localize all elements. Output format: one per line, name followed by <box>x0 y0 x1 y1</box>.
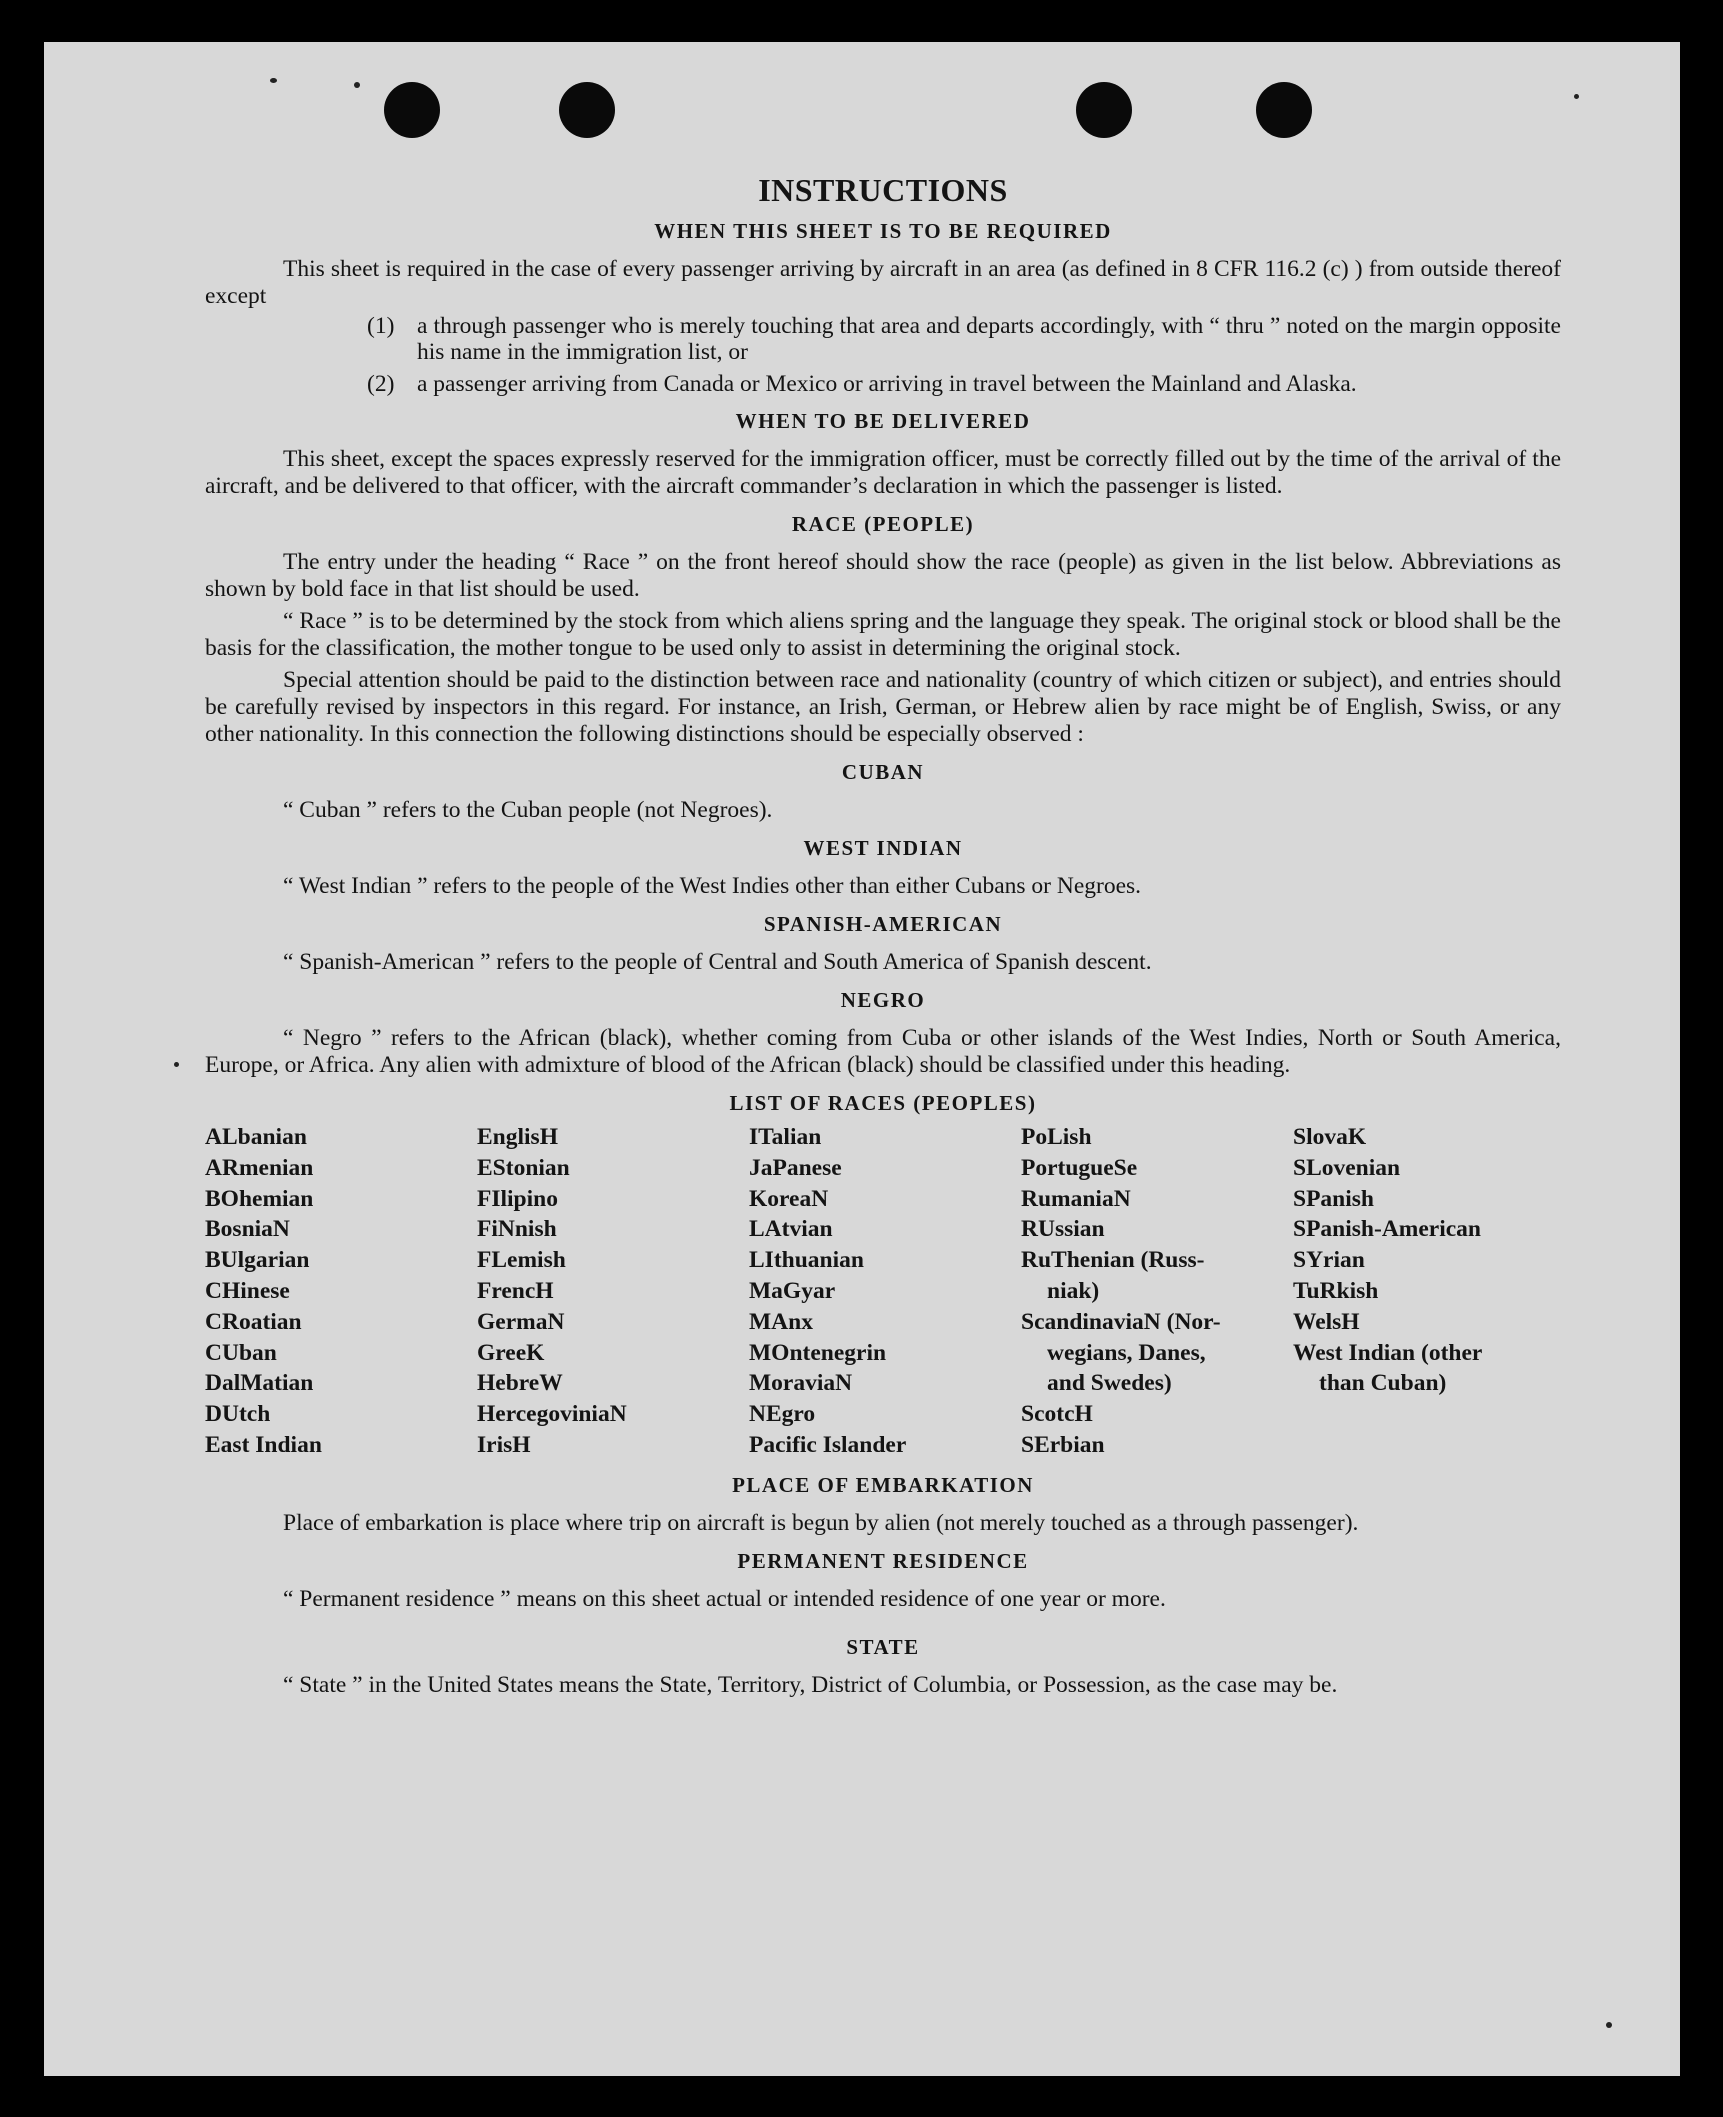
races-column-1 <box>205 1122 477 1461</box>
race-entry: LIthuanian <box>749 1247 864 1274</box>
paragraph-cuban: “ Cuban ” refers to the Cuban people (not Negroes). <box>283 797 773 823</box>
race-entry: CRoatian <box>205 1308 302 1335</box>
section-heading-residence: PERMANENT RESIDENCE <box>737 1548 1029 1573</box>
races-column-3 <box>749 1122 1021 1461</box>
paragraph-race-2: “ Race ” is to be determined by the stock from which aliens spring and the language they speak. The original stock or blood shall be the basis for the classification, the mother tongue to be used only to assist in determining the original stock. <box>205 608 1561 661</box>
section-heading-spanish-american: SPANISH-AMERICAN <box>763 912 1003 936</box>
document-page <box>44 42 1680 2076</box>
ink-speck <box>1574 94 1579 99</box>
race-entry: RumaniaN <box>1021 1185 1131 1212</box>
ink-speck <box>270 78 277 83</box>
race-entry: GreeK <box>477 1339 545 1366</box>
race-entry: MaGyar <box>749 1277 836 1304</box>
section-heading-embarkation: PLACE OF EMBARKATION <box>732 1472 1034 1497</box>
race-entry: SLovenian <box>1293 1154 1401 1181</box>
race-entry: EStonian <box>477 1154 570 1181</box>
exception-item-1 <box>205 313 1561 365</box>
race-entry: FIlipino <box>477 1185 558 1212</box>
instructions-text <box>205 172 1561 1699</box>
paragraph-residence: “ Permanent residence ” means on this sheet actual or intended residence of one year or more. <box>283 1585 1166 1612</box>
paragraph-when-required: This sheet is required in the case of every passenger arriving by aircraft in an area (as defined in 8 CFR 116.2 (c) ) from outside thereof except <box>205 256 1561 309</box>
race-entry: TuRkish <box>1293 1277 1379 1304</box>
race-entry: BUlgarian <box>205 1247 310 1274</box>
punch-hole <box>1256 82 1312 138</box>
race-entry: SPanish <box>1293 1185 1374 1212</box>
section-heading-cuban: CUBAN <box>841 760 925 784</box>
section-heading-when-delivered: WHEN TO BE DELIVERED <box>735 409 1031 433</box>
race-entry: SYrian <box>1293 1247 1365 1274</box>
races-list <box>205 1122 1561 1461</box>
race-entry: LAtvian <box>749 1216 833 1243</box>
race-entry: ITalian <box>749 1124 822 1150</box>
section-heading-negro: NEGRO <box>840 988 926 1012</box>
race-entry: ARmenian <box>205 1154 314 1181</box>
race-entry: PoLish <box>1021 1124 1092 1150</box>
race-entry: ALbanian <box>205 1124 307 1150</box>
race-entry: RUssian <box>1021 1216 1105 1243</box>
race-entry: West Indian (other <box>1293 1339 1483 1366</box>
race-entry: BOhemian <box>205 1185 314 1212</box>
section-heading-race: RACE (PEOPLE) <box>791 512 975 536</box>
ink-speck <box>174 1062 179 1067</box>
paragraph-embarkation: Place of embarkation is place where trip on aircraft is begun by alien (not merely touched as a through passenger). <box>283 1509 1359 1536</box>
race-entry-continuation: than Cuban) <box>1319 1370 1447 1397</box>
ink-speck <box>1606 2022 1612 2028</box>
race-entry: CUban <box>205 1339 277 1366</box>
race-entry: SPanish-American <box>1293 1216 1481 1243</box>
paragraph-race-3: Special attention should be paid to the distinction between race and nationality (country of which citizen or subject), and entries should be carefully revised by inspectors in this regard. For instance, an Irish, German, or Hebrew alien by race might be of English, Swiss, or any other nationality. In this connection the following distinctions should be especially observed : <box>205 667 1561 747</box>
punch-hole <box>559 82 615 138</box>
race-entry: MoraviaN <box>749 1370 853 1397</box>
race-entry: DalMatian <box>205 1370 314 1397</box>
race-entry: NEgro <box>749 1401 816 1428</box>
race-entry: KoreaN <box>749 1185 829 1212</box>
race-entry: WelsH <box>1293 1308 1360 1335</box>
paragraph-race-1: The entry under the heading “ Race ” on the front hereof should show the race (people) as given in the list below. Abbreviations as shown by bold face in that list should be used. <box>205 549 1561 602</box>
race-entry: ScotcH <box>1021 1401 1093 1428</box>
race-entry: FLemish <box>477 1247 566 1274</box>
race-entry: GermaN <box>477 1308 565 1335</box>
paragraph-negro: “ Negro ” refers to the African (black), whether coming from Cuba or other islands of the West Indies, North or South America, Europe, or Africa. Any alien with admixture of blood of the African (black) should be classified under this heading. <box>205 1025 1561 1078</box>
paragraph-west-indian: “ West Indian ” refers to the people of the West Indies other than either Cubans or Negroes. <box>283 873 1142 899</box>
race-entry: SlovaK <box>1293 1124 1367 1150</box>
race-entry: EnglisH <box>477 1124 558 1150</box>
item-text: a through passenger who is merely touching that area and departs accordingly, with “ thru ” noted on the margin opposite his name in the immigration list, or <box>417 313 1561 365</box>
section-heading-when-required: WHEN THIS SHEET IS TO BE REQUIRED <box>654 219 1112 243</box>
races-column-2 <box>477 1122 749 1461</box>
race-entry-continuation: wegians, Danes, <box>1047 1339 1206 1366</box>
item-number: (2) <box>367 371 395 397</box>
race-entry: PortugueSe <box>1021 1154 1138 1181</box>
paragraph-spanish-american: “ Spanish-American ” refers to the people of Central and South America of Spanish descent. <box>283 949 1152 975</box>
races-column-5 <box>1293 1122 1561 1461</box>
punch-hole <box>384 82 440 138</box>
race-entry: East Indian <box>205 1431 322 1458</box>
race-entry: SErbian <box>1021 1431 1105 1458</box>
section-heading-list-of-races: LIST OF RACES (PEOPLES) <box>729 1091 1037 1115</box>
race-entry: HercegoviniaN <box>477 1401 627 1428</box>
page-title: INSTRUCTIONS <box>758 172 1008 208</box>
paragraph-when-delivered: This sheet, except the spaces expressly reserved for the immigration officer, must be correctly filled out by the time of the arrival of the aircraft, and be delivered to that officer, with the aircraft commander’s declaration in which the passenger is listed. <box>205 446 1561 499</box>
race-entry: BosniaN <box>205 1216 290 1243</box>
race-entry: FiNnish <box>477 1216 557 1243</box>
races-column-4 <box>1021 1122 1293 1461</box>
race-entry-continuation: and Swedes) <box>1047 1370 1172 1397</box>
item-number: (1) <box>367 313 395 339</box>
paragraph-state: “ State ” in the United States means the State, Territory, District of Columbia, or Possession, as the case may be. <box>283 1671 1338 1698</box>
race-entry-continuation: niak) <box>1047 1277 1100 1304</box>
section-heading-west-indian: WEST INDIAN <box>803 836 963 860</box>
race-entry: MAnx <box>749 1308 813 1335</box>
race-entry: DUtch <box>205 1401 271 1428</box>
item-text: a passenger arriving from Canada or Mexico or arriving in travel between the Mainland and Alaska. <box>417 371 1357 397</box>
punch-hole <box>1076 82 1132 138</box>
ink-speck <box>354 82 360 88</box>
exception-item-2 <box>205 371 1561 397</box>
race-entry: MOntenegrin <box>749 1339 887 1366</box>
section-heading-state: STATE <box>846 1634 920 1659</box>
race-entry: IrisH <box>477 1431 531 1458</box>
race-entry: Pacific Islander <box>749 1431 907 1458</box>
race-entry: CHinese <box>205 1277 290 1304</box>
race-entry: RuThenian (Russ- <box>1021 1247 1205 1274</box>
race-entry: ScandinaviaN (Nor- <box>1021 1308 1221 1335</box>
race-entry: HebreW <box>477 1370 563 1397</box>
race-entry: JaPanese <box>749 1154 842 1181</box>
race-entry: FrencH <box>477 1277 554 1304</box>
